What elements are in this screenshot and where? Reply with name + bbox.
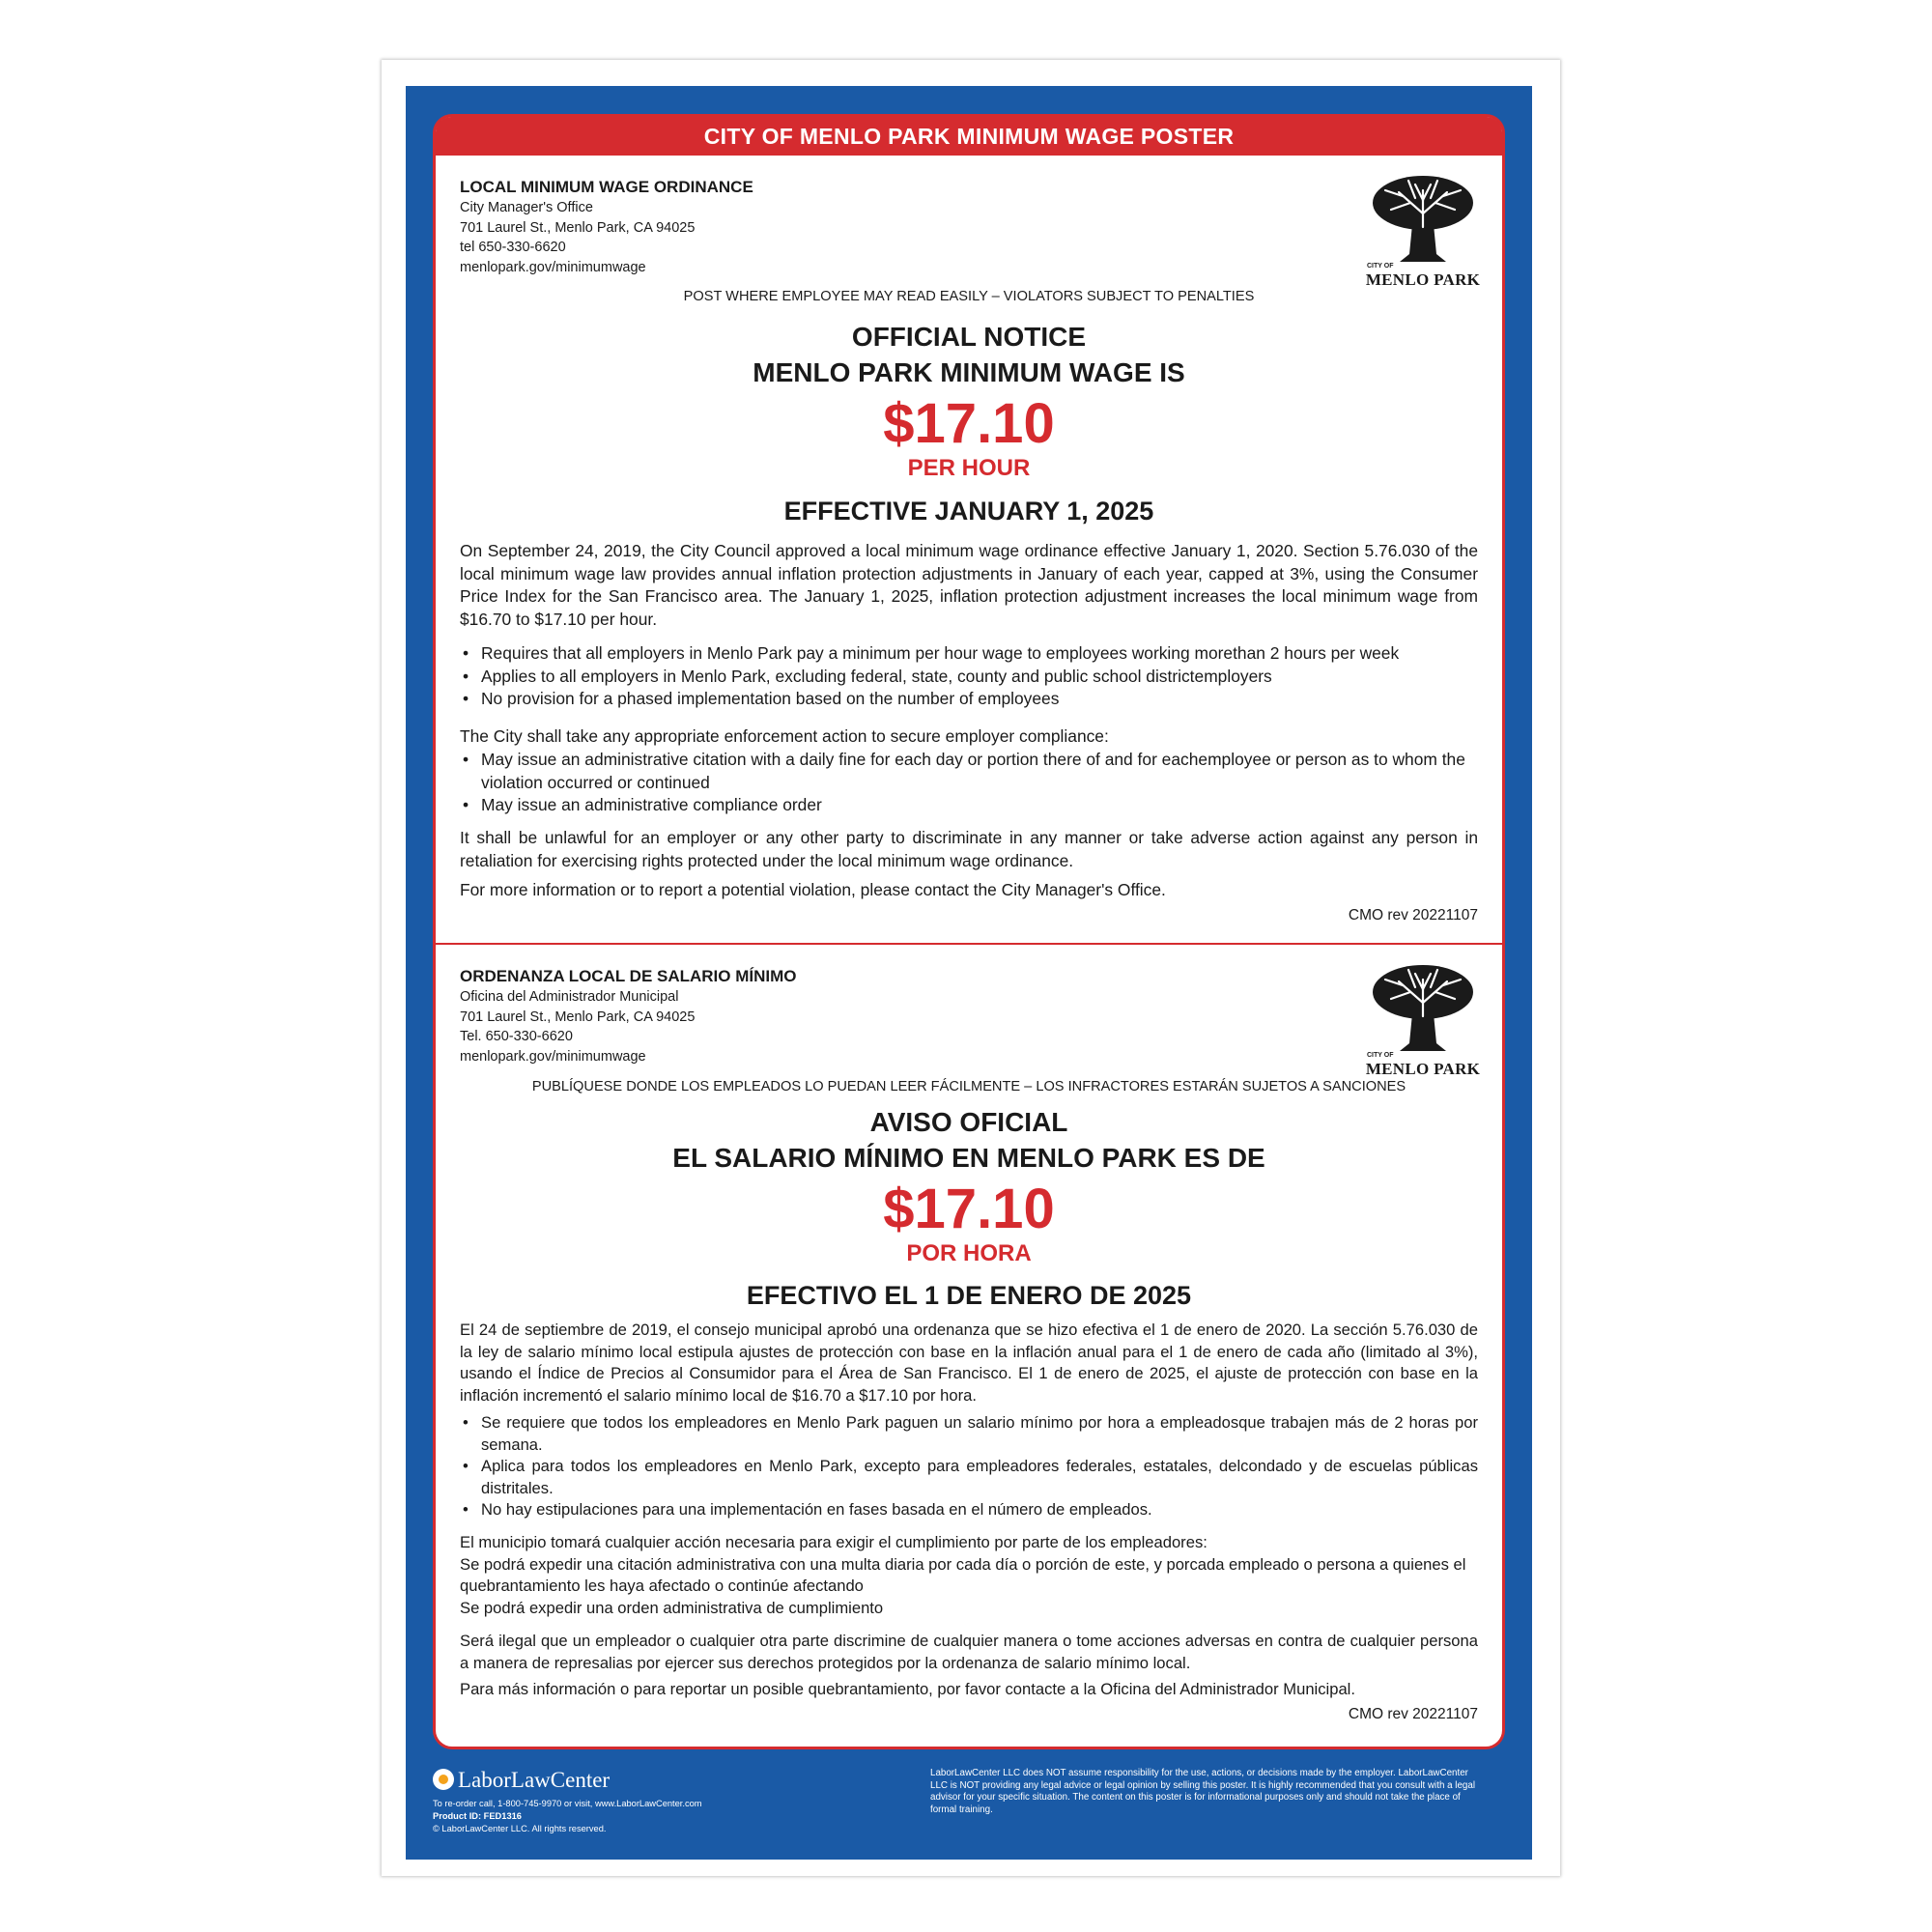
office-website: menlopark.gov/minimumwage bbox=[460, 1048, 646, 1065]
spanish-panel bbox=[433, 945, 1505, 1749]
office-phone: Tel. 650-330-6620 bbox=[460, 1029, 573, 1044]
english-address-block bbox=[460, 177, 1478, 277]
logo-menlo-park: MENLO PARK bbox=[1365, 270, 1481, 289]
official-notice-heading: OFFICIAL NOTICE bbox=[851, 322, 1087, 352]
logo-menlo-park: MENLO PARK bbox=[1365, 1060, 1481, 1078]
oak-tree-icon bbox=[1370, 171, 1476, 264]
enforcement-intro: El municipio tomará cualquier acción necesaria para exigir el cumplimiento por parte de los empleadores: bbox=[460, 1533, 1208, 1551]
office-name: Oficina del Administrador Municipal bbox=[460, 989, 679, 1005]
effective-date: EFECTIVO EL 1 DE ENERO DE 2025 bbox=[746, 1281, 1192, 1310]
office-website: menlopark.gov/minimumwage bbox=[460, 259, 646, 275]
intro-paragraph: On September 24, 2019, the City Council approved a local minimum wage ordinance effective January 1, 2020. Section 5.76.030 of the local minimum wage law provides annual inflation protection adjustments in January of each year, capped at 3%, using the Consumer Price Index for the San Francisco area. The January 1, 2025, inflation protection adjustment increases the local minimum wage from $16.70 to $17.10 per hour. bbox=[460, 541, 1478, 629]
list-item: • Se requiere que todos los empleadores en Menlo Park paguen un salario mínimo por hora a empleadosque trabajen más de 2 horas por semana. bbox=[460, 1412, 1478, 1456]
minimum-wage-heading: MENLO PARK MINIMUM WAGE IS bbox=[753, 357, 1185, 387]
contact-paragraph: Para más información o para reportar un posible quebrantamiento, por favor contacte a la Oficina del Administrador Municipal. bbox=[460, 1680, 1355, 1698]
footer-contact bbox=[433, 1798, 702, 1835]
wage-unit: PER HOUR bbox=[907, 455, 1031, 481]
requirements-list bbox=[460, 1412, 1478, 1521]
laborlawcenter-logo bbox=[433, 1766, 610, 1795]
enforcement-list bbox=[460, 749, 1478, 817]
office-street: 701 Laurel St., Menlo Park, CA 94025 bbox=[460, 219, 696, 236]
list-item: • Applies to all employers in Menlo Park, excluding federal, state, county and public school districtemployers bbox=[460, 666, 1478, 689]
wage-amount: $17.10 bbox=[883, 1178, 1055, 1240]
revision-code: CMO rev 20221107 bbox=[1348, 907, 1478, 923]
logo-city-of: CITY OF bbox=[1367, 1052, 1394, 1059]
minimum-wage-heading: EL SALARIO MÍNIMO EN MENLO PARK ES DE bbox=[672, 1143, 1265, 1173]
ordinance-name: ORDENANZA LOCAL DE SALARIO MÍNIMO bbox=[460, 967, 797, 985]
official-notice-heading: AVISO OFICIAL bbox=[869, 1107, 1068, 1137]
unlawful-paragraph: It shall be unlawful for an employer or any other party to discriminate in any manner or take adverse action against any person in retaliation for exercising rights protected under the local minimum wage ordinance. bbox=[460, 828, 1478, 870]
list-item: • No hay estipulaciones para una implementación en fases basada en el número de empleados. bbox=[460, 1499, 1478, 1521]
product-id: Product ID: FED1316 bbox=[433, 1811, 522, 1821]
post-notice: PUBLÍQUESE DONDE LOS EMPLEADOS LO PUEDAN LEER FÁCILMENTE – LOS INFRACTORES ESTARÁN SUJETOS A SANCIONES bbox=[531, 1079, 1406, 1094]
contact-paragraph: For more information or to report a potential violation, please contact the City Manager's Office. bbox=[460, 880, 1166, 899]
enforcement-block bbox=[460, 1532, 1478, 1619]
ordinance-name: LOCAL MINIMUM WAGE ORDINANCE bbox=[460, 178, 753, 196]
poster-footer bbox=[433, 1766, 1505, 1853]
intro-paragraph: El 24 de septiembre de 2019, el consejo municipal aprobó una ordenanza que se hizo efectiva el 1 de enero de 2020. La sección 5.76.030 de la ley de salario mínimo local estipula ajustes de protección con base en la inflación anual para el 1 de enero de cada año (limitado al 3%), usando el Índice de Precios al Consumidor para el Área de San Francisco. El 1 de enero de 2025, el ajuste de protección con base en la inflación incrementó el salario mínimo local de $16.70 a $17.10 por hora. bbox=[460, 1321, 1478, 1405]
wage-unit: POR HORA bbox=[906, 1240, 1032, 1266]
brand-name: LaborLawCenter bbox=[458, 1768, 611, 1792]
unlawful-paragraph: Será ilegal que un empleador o cualquier otra parte discrimine de cualquier manera o tome acciones adversas en contra de cualquier persona a manera de represalias por ejercer sus derechos protegidos por la ordenanza de salario mínimo local. bbox=[460, 1632, 1478, 1672]
list-item: • Aplica para todos los empleadores en Menlo Park, excepto para empleadores federales, estatales, delcondado y de escuelas públicas distritales. bbox=[460, 1456, 1478, 1499]
menlo-park-logo bbox=[1365, 960, 1481, 1076]
disclaimer-text: LaborLawCenter LLC does NOT assume responsibility for the use, actions, or decisions made by the employer. LaborLawCenter LLC is NOT providing any legal advice or legal opinion by selling this poster. It is highly recommended that you consult with a legal advisor for your specific situation. The content on this poster is for informational purposes only and should not take the place of formal training. bbox=[930, 1768, 1475, 1815]
copyright-text: © LaborLawCenter LLC. All rights reserved. bbox=[433, 1824, 607, 1833]
revision-code: CMO rev 20221107 bbox=[1348, 1706, 1478, 1722]
enforcement-intro: The City shall take any appropriate enforcement action to secure employer compliance: bbox=[460, 726, 1109, 746]
office-street: 701 Laurel St., Menlo Park, CA 94025 bbox=[460, 1009, 696, 1025]
list-item: • May issue an administrative compliance order bbox=[460, 794, 1478, 817]
list-item: • Requires that all employers in Menlo Park pay a minimum per hour wage to employees working morethan 2 hours per week bbox=[460, 642, 1478, 666]
list-item: • No provision for a phased implementation based on the number of employees bbox=[460, 688, 1478, 711]
enforcement-citation: Se podrá expedir una citación administrativa con una multa diaria por cada día o porción de este, y porcada empleado o persona a quienes el quebrantamiento les haya afectado o continúe afectando bbox=[460, 1554, 1466, 1596]
poster-banner: CITY OF MENLO PARK MINIMUM WAGE POSTER bbox=[436, 117, 1502, 156]
english-panel bbox=[433, 114, 1505, 946]
reorder-text: To re-order call, 1-800-745-9970 or visit, www.LaborLawCenter.com bbox=[433, 1799, 702, 1808]
spanish-address-block bbox=[460, 966, 1478, 1066]
office-name: City Manager's Office bbox=[460, 200, 593, 215]
wage-amount: $17.10 bbox=[883, 392, 1055, 455]
effective-date: EFFECTIVE JANUARY 1, 2025 bbox=[783, 497, 1154, 526]
requirements-list bbox=[460, 642, 1478, 711]
post-notice: POST WHERE EMPLOYEE MAY READ EASILY – VIOLATORS SUBJECT TO PENALTIES bbox=[683, 289, 1255, 304]
oak-tree-icon bbox=[1370, 960, 1476, 1053]
laborlawcenter-icon bbox=[433, 1769, 454, 1790]
logo-city-of: CITY OF bbox=[1367, 263, 1394, 270]
enforcement-order: Se podrá expedir una orden administrativa de cumplimiento bbox=[460, 1598, 884, 1617]
office-phone: tel 650-330-6620 bbox=[460, 240, 566, 255]
list-item: • May issue an administrative citation with a daily fine for each day or portion there of and for eachemployee or person as to whom the violation occurred or continued bbox=[460, 749, 1478, 794]
menlo-park-logo bbox=[1365, 171, 1481, 287]
